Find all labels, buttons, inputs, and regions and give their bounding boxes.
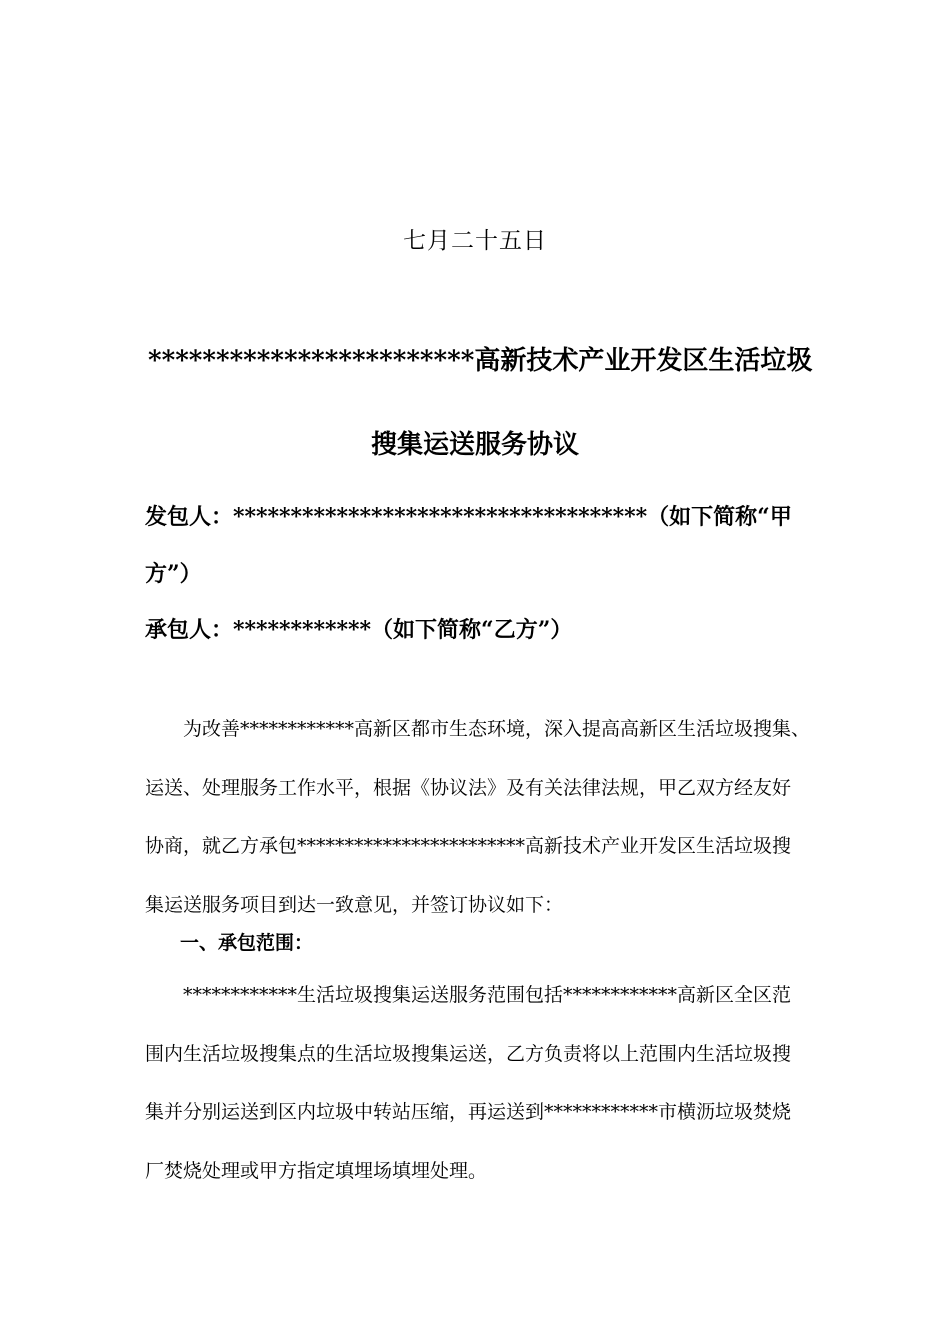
issuer-line-2: 方”） — [145, 561, 202, 587]
intro-line: 运送、处理服务工作水平，根据《协议法》及有关法律法规，甲乙双方经友好 — [145, 776, 792, 799]
section-line: 集并分别运送到区内垃圾中转站压缩，再运送到************市横沥垃圾焚烧 — [145, 1101, 792, 1123]
section-heading: 一、承包范围： — [180, 932, 314, 954]
section-line: 厂焚烧处理或甲方指定填埋场填埋处理。 — [145, 1159, 488, 1182]
intro-line: 协商，就乙方承包************************高新技术产业开发区生活垃圾搜 — [145, 835, 792, 857]
title-line-2: 搜集运送服务协议 — [370, 430, 579, 460]
intro-line: 集运送服务项目到达一致意见，并签订协议如下： — [145, 893, 564, 916]
section-line: ************生活垃圾搜集运送服务范围包括************高新区全区范 — [183, 984, 792, 1006]
title-line-1: ************************高新技术产业开发区生活垃圾 — [148, 346, 813, 376]
issuer-line-1: 发包人：************************************（如下简称“甲 — [145, 504, 792, 530]
section-paragraph — [145, 966, 825, 1200]
date-line: 七月二十五日 — [403, 228, 547, 254]
contractor-line: 承包人：************（如下简称“乙方”） — [145, 617, 573, 643]
intro-paragraph — [145, 700, 825, 934]
intro-line: 为改善************高新区都市生态环境，深入提高高新区生活垃圾搜集、 — [183, 718, 811, 740]
section-line: 围内生活垃圾搜集点的生活垃圾搜集运送，乙方负责将以上范围内生活垃圾搜 — [145, 1042, 792, 1065]
